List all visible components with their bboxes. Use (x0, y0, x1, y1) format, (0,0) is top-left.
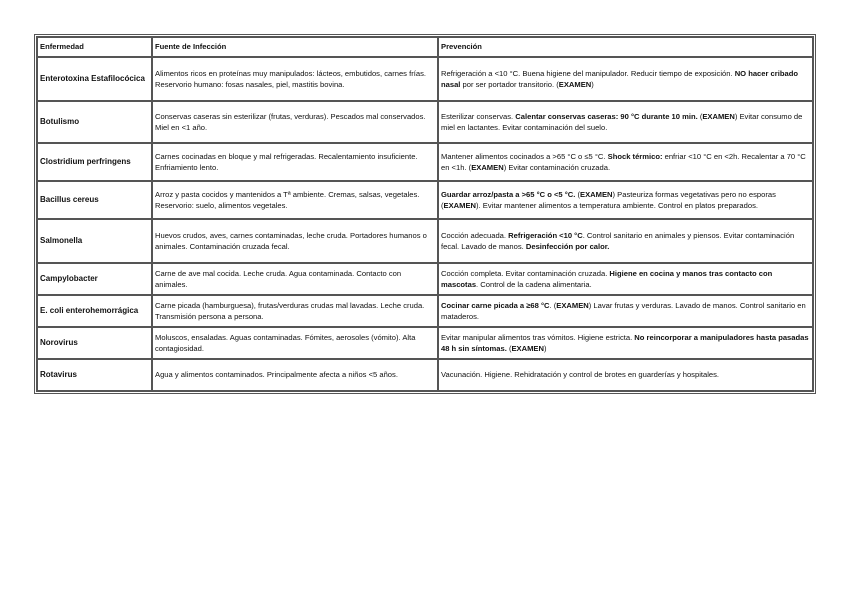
prevention-emphasis: Cocinar carne picada a ≥68 °C (441, 300, 550, 310)
prevention-text: . ( (549, 300, 557, 310)
table-row (37, 101, 813, 143)
table-row (37, 219, 813, 263)
disease-name-cell: Botulismo (37, 101, 152, 143)
prevention-text: ) Lavar frutas y verduras. Lavado de manos. Control sanitario en mataderos. (441, 300, 806, 321)
prevention-cell (438, 219, 813, 263)
prevention-text: . Control sanitario en animales y piensos. Evitar contaminación fecal. Lavado de manos. (441, 230, 795, 251)
document-page (36, 36, 812, 392)
prevention-emphasis: EXAMEN (443, 201, 477, 210)
disease-name-cell: Clostridium perfringens (37, 143, 152, 181)
prevention-text: Esterilizar conservas. (441, 111, 516, 121)
table-row (37, 57, 813, 101)
prevention-cell (438, 263, 813, 295)
prevention-text: ). Evitar mantener alimentos a temperatura ambiente. Control en platos preparados. (476, 201, 758, 210)
disease-name-cell: Campylobacter (37, 263, 152, 295)
prevention-text: ) (591, 80, 594, 89)
prevention-emphasis: No reincorporar a manipuladores hasta pasadas 48 h sin síntomas. (441, 332, 809, 353)
table-row (37, 143, 813, 181)
infection-source-cell: Carne picada (hamburguesa), frutas/verduras crudas mal lavadas. Leche cruda. Transmisión persona a persona. (152, 295, 438, 327)
infection-source-cell: Alimentos ricos en proteínas muy manipulados: lácteos, embutidos, carnes frías. Reservorio humano: fosas nasales, piel, mastitis bovina. (152, 57, 438, 101)
table-row (37, 327, 813, 359)
prevention-emphasis: Refrigeración <10 °C (508, 230, 583, 240)
disease-name-cell: E. coli enterohemorrágica (37, 295, 152, 327)
prevention-text: Cocción completa. Evitar contaminación cruzada. (441, 268, 610, 278)
prevention-emphasis: Higiene en cocina y manos tras contacto con mascotas (441, 268, 773, 289)
prevention-emphasis: EXAMEN (556, 300, 589, 310)
prevention-cell (438, 181, 813, 219)
prevention-cell (438, 327, 813, 359)
disease-name-cell: Norovirus (37, 327, 152, 359)
prevention-text: Refrigeración a <10 °C. Buena higiene del manipulador. Reducir tiempo de exposición. (441, 68, 735, 78)
prevention-text: . Control de la cadena alimentaria. (476, 280, 592, 289)
prevention-text: ) (543, 344, 547, 353)
prevention-cell (438, 57, 813, 101)
infection-source-cell: Conservas caseras sin esterilizar (frutas, verduras). Pescados mal conservados. Miel en <1 año. (152, 101, 438, 143)
prevention-text: ) Evitar consumo de miel en lactantes. Evitar contaminación del suelo. (441, 111, 803, 132)
infection-source-cell: Arroz y pasta cocidos y mantenidos a Tª ambiente. Cremas, salsas, vegetales. Reservorio: suelo, alimentos vegetales. (152, 181, 438, 219)
prevention-emphasis: Guardar arroz/pasta a >65 °C o <5 °C. (441, 189, 576, 199)
prevention-emphasis: EXAMEN (702, 111, 735, 121)
prevention-emphasis: EXAMEN (471, 163, 504, 172)
disease-name-cell: Salmonella (37, 219, 152, 263)
prevention-text: ) Evitar contaminación cruzada. (503, 163, 611, 172)
prevention-text: enfriar <10 °C en <2h. Recalentar a 70 °C en <1h. ( (441, 151, 806, 172)
prevention-text: Vacunación. Higiene. Rehidratación y control de brotes en guarderías y hospitales. (441, 370, 720, 380)
prevention-emphasis: EXAMEN (580, 189, 613, 199)
table-row (37, 181, 813, 219)
table-header-row (37, 37, 813, 57)
infection-source-cell: Carnes cocinadas en bloque y mal refrigeradas. Recalentamiento insuficiente. Enfriamiento lento. (152, 143, 438, 181)
disease-name-cell: Bacillus cereus (37, 181, 152, 219)
prevention-text: ( (697, 111, 703, 121)
prevention-text: Cocción adecuada. (441, 230, 509, 240)
prevention-cell (438, 359, 813, 391)
prevention-cell (438, 101, 813, 143)
infection-source-cell: Agua y alimentos contaminados. Principalmente afecta a niños <5 años. (152, 359, 438, 391)
prevention-cell (438, 295, 813, 327)
header-fuente-infeccion: Fuente de Infección (152, 37, 438, 57)
infection-source-cell: Carne de ave mal cocida. Leche cruda. Agua contaminada. Contacto con animales. (152, 263, 438, 295)
infection-source-cell: Huevos crudos, aves, carnes contaminadas, leche cruda. Portadores humanos o animales. Contaminación cruzada fecal. (152, 219, 438, 263)
disease-name-cell: Rotavirus (37, 359, 152, 391)
prevention-cell (438, 143, 813, 181)
disease-table (36, 36, 814, 392)
prevention-emphasis: Shock térmico: (607, 151, 663, 161)
prevention-text: Evitar manipular alimentos tras vómitos. Higiene estricta. (441, 332, 635, 342)
prevention-text: Mantener alimentos cocinados a >65 °C o ≤5 °C. (441, 151, 608, 161)
prevention-text: ( (506, 344, 512, 353)
table-row (37, 359, 813, 391)
header-prevencion: Prevención (438, 37, 813, 57)
disease-name-cell: Enterotoxina Estafilocócica (37, 57, 152, 101)
prevention-emphasis: Calentar conservas caseras: 90 °C durante 10 min. (515, 111, 698, 121)
header-enfermedad: Enfermedad (37, 37, 152, 57)
infection-source-cell: Moluscos, ensaladas. Aguas contaminadas. Fómites, aerosoles (vómito). Alta contagiosidad. (152, 327, 438, 359)
prevention-emphasis: NO hacer cribado nasal (441, 68, 798, 89)
prevention-emphasis: EXAMEN (511, 344, 544, 353)
prevention-text: ( (575, 189, 581, 199)
table-row (37, 263, 813, 295)
prevention-text: por ser portador transitorio. ( (460, 80, 559, 89)
prevention-emphasis: EXAMEN (558, 80, 592, 89)
prevention-text: ) Pasteuriza formas vegetativas pero no esporas ( (441, 189, 776, 210)
prevention-emphasis: Desinfección por calor. (525, 242, 610, 251)
table-row (37, 295, 813, 327)
